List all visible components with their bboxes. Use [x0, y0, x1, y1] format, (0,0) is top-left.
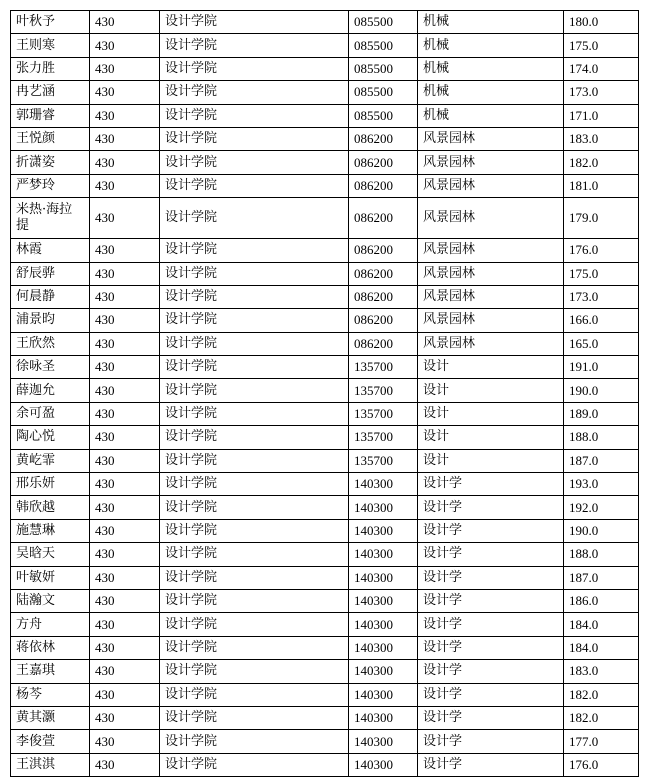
college-cell: 设计学院 — [160, 332, 349, 355]
table-row — [11, 34, 639, 57]
score-cell: 177.0 — [564, 730, 639, 753]
college-cell: 设计学院 — [160, 473, 349, 496]
major-cell: 机械 — [418, 104, 564, 127]
name-cell: 薛迦允 — [11, 379, 90, 402]
table-row — [11, 613, 639, 636]
table-row — [11, 566, 639, 589]
name-cell: 陆瀚文 — [11, 589, 90, 612]
major-code-cell: 140300 — [349, 660, 418, 683]
table-row — [11, 262, 639, 285]
major-code-cell: 140300 — [349, 543, 418, 566]
major-code-cell: 140300 — [349, 566, 418, 589]
unit-code-cell: 430 — [90, 356, 160, 379]
major-cell: 设计学 — [418, 660, 564, 683]
name-cell: 郭珊睿 — [11, 104, 90, 127]
table-row — [11, 683, 639, 706]
major-code-cell: 140300 — [349, 636, 418, 659]
college-cell: 设计学院 — [160, 309, 349, 332]
major-cell: 设计学 — [418, 543, 564, 566]
college-cell: 设计学院 — [160, 496, 349, 519]
table-body — [11, 11, 639, 777]
major-cell: 机械 — [418, 57, 564, 80]
table-row — [11, 332, 639, 355]
table-row — [11, 151, 639, 174]
unit-code-cell: 430 — [90, 753, 160, 776]
major-cell: 设计学 — [418, 496, 564, 519]
name-cell: 严梦玲 — [11, 174, 90, 197]
name-cell: 蒋依林 — [11, 636, 90, 659]
unit-code-cell: 430 — [90, 262, 160, 285]
score-cell: 182.0 — [564, 683, 639, 706]
major-cell: 设计 — [418, 402, 564, 425]
table-row — [11, 379, 639, 402]
unit-code-cell: 430 — [90, 332, 160, 355]
table-row — [11, 636, 639, 659]
admission-table — [10, 10, 639, 777]
major-code-cell: 140300 — [349, 753, 418, 776]
table-row — [11, 589, 639, 612]
major-cell: 设计 — [418, 449, 564, 472]
unit-code-cell: 430 — [90, 57, 160, 80]
score-cell: 188.0 — [564, 543, 639, 566]
score-cell: 165.0 — [564, 332, 639, 355]
table-row — [11, 706, 639, 729]
unit-code-cell: 430 — [90, 660, 160, 683]
college-cell: 设计学院 — [160, 683, 349, 706]
score-cell: 186.0 — [564, 589, 639, 612]
score-cell: 189.0 — [564, 402, 639, 425]
table-row — [11, 239, 639, 262]
unit-code-cell: 430 — [90, 402, 160, 425]
score-cell: 180.0 — [564, 11, 639, 34]
unit-code-cell: 430 — [90, 81, 160, 104]
table-row — [11, 11, 639, 34]
college-cell: 设计学院 — [160, 11, 349, 34]
table-row — [11, 543, 639, 566]
table-row — [11, 496, 639, 519]
major-cell: 机械 — [418, 34, 564, 57]
score-cell: 173.0 — [564, 285, 639, 308]
unit-code-cell: 430 — [90, 11, 160, 34]
score-cell: 193.0 — [564, 473, 639, 496]
unit-code-cell: 430 — [90, 309, 160, 332]
major-code-cell: 086200 — [349, 285, 418, 308]
name-cell: 王淇淇 — [11, 753, 90, 776]
score-cell: 174.0 — [564, 57, 639, 80]
college-cell: 设计学院 — [160, 34, 349, 57]
score-cell: 176.0 — [564, 239, 639, 262]
name-cell: 杨芩 — [11, 683, 90, 706]
major-code-cell: 086200 — [349, 309, 418, 332]
major-cell: 风景园林 — [418, 262, 564, 285]
table-row — [11, 402, 639, 425]
major-cell: 机械 — [418, 11, 564, 34]
unit-code-cell: 430 — [90, 174, 160, 197]
name-cell: 方舟 — [11, 613, 90, 636]
college-cell: 设计学院 — [160, 285, 349, 308]
score-cell: 192.0 — [564, 496, 639, 519]
unit-code-cell: 430 — [90, 473, 160, 496]
name-cell: 陶心悦 — [11, 426, 90, 449]
name-cell: 林霞 — [11, 239, 90, 262]
major-code-cell: 140300 — [349, 683, 418, 706]
table-row — [11, 730, 639, 753]
score-cell: 166.0 — [564, 309, 639, 332]
table-row — [11, 356, 639, 379]
major-code-cell: 085500 — [349, 81, 418, 104]
score-cell: 188.0 — [564, 426, 639, 449]
college-cell: 设计学院 — [160, 589, 349, 612]
score-cell: 175.0 — [564, 34, 639, 57]
major-code-cell: 140300 — [349, 519, 418, 542]
college-cell: 设计学院 — [160, 174, 349, 197]
major-code-cell: 085500 — [349, 104, 418, 127]
major-code-cell: 140300 — [349, 706, 418, 729]
major-code-cell: 085500 — [349, 11, 418, 34]
table-row — [11, 285, 639, 308]
name-cell: 折潇姿 — [11, 151, 90, 174]
unit-code-cell: 430 — [90, 104, 160, 127]
college-cell: 设计学院 — [160, 449, 349, 472]
table-row — [11, 660, 639, 683]
table-row — [11, 81, 639, 104]
college-cell: 设计学院 — [160, 613, 349, 636]
unit-code-cell: 430 — [90, 426, 160, 449]
unit-code-cell: 430 — [90, 198, 160, 239]
major-code-cell: 140300 — [349, 473, 418, 496]
college-cell: 设计学院 — [160, 262, 349, 285]
table-row — [11, 473, 639, 496]
score-cell: 187.0 — [564, 566, 639, 589]
score-cell: 182.0 — [564, 151, 639, 174]
score-cell: 175.0 — [564, 262, 639, 285]
major-cell: 设计 — [418, 426, 564, 449]
college-cell: 设计学院 — [160, 426, 349, 449]
college-cell: 设计学院 — [160, 730, 349, 753]
table-row — [11, 309, 639, 332]
college-cell: 设计学院 — [160, 198, 349, 239]
unit-code-cell: 430 — [90, 379, 160, 402]
score-cell: 176.0 — [564, 753, 639, 776]
unit-code-cell: 430 — [90, 151, 160, 174]
major-code-cell: 086200 — [349, 174, 418, 197]
score-cell: 190.0 — [564, 519, 639, 542]
unit-code-cell: 430 — [90, 543, 160, 566]
score-cell: 191.0 — [564, 356, 639, 379]
major-cell: 风景园林 — [418, 285, 564, 308]
major-code-cell: 085500 — [349, 57, 418, 80]
major-cell: 风景园林 — [418, 198, 564, 239]
unit-code-cell: 430 — [90, 706, 160, 729]
unit-code-cell: 430 — [90, 613, 160, 636]
score-cell: 183.0 — [564, 660, 639, 683]
college-cell: 设计学院 — [160, 356, 349, 379]
major-cell: 风景园林 — [418, 151, 564, 174]
major-code-cell: 135700 — [349, 402, 418, 425]
score-cell: 173.0 — [564, 81, 639, 104]
major-code-cell: 140300 — [349, 496, 418, 519]
name-cell: 米热·海拉提 — [11, 198, 90, 239]
major-cell: 设计学 — [418, 589, 564, 612]
college-cell: 设计学院 — [160, 81, 349, 104]
major-cell: 风景园林 — [418, 309, 564, 332]
unit-code-cell: 430 — [90, 566, 160, 589]
major-cell: 设计学 — [418, 706, 564, 729]
table-row — [11, 127, 639, 150]
table-row — [11, 519, 639, 542]
major-cell: 设计学 — [418, 519, 564, 542]
major-code-cell: 135700 — [349, 449, 418, 472]
name-cell: 施慧琳 — [11, 519, 90, 542]
major-code-cell: 140300 — [349, 730, 418, 753]
unit-code-cell: 430 — [90, 127, 160, 150]
score-cell: 182.0 — [564, 706, 639, 729]
college-cell: 设计学院 — [160, 566, 349, 589]
college-cell: 设计学院 — [160, 151, 349, 174]
name-cell: 冉艺涵 — [11, 81, 90, 104]
major-cell: 设计学 — [418, 613, 564, 636]
major-cell: 风景园林 — [418, 174, 564, 197]
major-code-cell: 135700 — [349, 379, 418, 402]
score-cell: 171.0 — [564, 104, 639, 127]
name-cell: 何晨静 — [11, 285, 90, 308]
major-cell: 设计学 — [418, 753, 564, 776]
unit-code-cell: 430 — [90, 683, 160, 706]
major-code-cell: 135700 — [349, 356, 418, 379]
major-code-cell: 086200 — [349, 332, 418, 355]
score-cell: 183.0 — [564, 127, 639, 150]
college-cell: 设计学院 — [160, 379, 349, 402]
name-cell: 王嘉琪 — [11, 660, 90, 683]
major-code-cell: 140300 — [349, 613, 418, 636]
score-cell: 190.0 — [564, 379, 639, 402]
unit-code-cell: 430 — [90, 449, 160, 472]
name-cell: 张力胜 — [11, 57, 90, 80]
major-cell: 风景园林 — [418, 127, 564, 150]
unit-code-cell: 430 — [90, 730, 160, 753]
major-cell: 风景园林 — [418, 239, 564, 262]
table-row — [11, 104, 639, 127]
name-cell: 叶秋予 — [11, 11, 90, 34]
major-cell: 设计 — [418, 379, 564, 402]
major-cell: 设计学 — [418, 683, 564, 706]
major-code-cell: 086200 — [349, 127, 418, 150]
major-cell: 设计学 — [418, 566, 564, 589]
unit-code-cell: 430 — [90, 519, 160, 542]
name-cell: 叶敏妍 — [11, 566, 90, 589]
score-cell: 179.0 — [564, 198, 639, 239]
college-cell: 设计学院 — [160, 127, 349, 150]
table-row — [11, 753, 639, 776]
name-cell: 李俊萱 — [11, 730, 90, 753]
name-cell: 黄屹霏 — [11, 449, 90, 472]
table-row — [11, 426, 639, 449]
table-row — [11, 174, 639, 197]
major-cell: 风景园林 — [418, 332, 564, 355]
unit-code-cell: 430 — [90, 34, 160, 57]
major-code-cell: 086200 — [349, 198, 418, 239]
name-cell: 浦景昀 — [11, 309, 90, 332]
score-cell: 181.0 — [564, 174, 639, 197]
name-cell: 余可盈 — [11, 402, 90, 425]
unit-code-cell: 430 — [90, 239, 160, 262]
name-cell: 王则寒 — [11, 34, 90, 57]
name-cell: 王欣然 — [11, 332, 90, 355]
college-cell: 设计学院 — [160, 402, 349, 425]
college-cell: 设计学院 — [160, 57, 349, 80]
college-cell: 设计学院 — [160, 636, 349, 659]
name-cell: 邢乐妍 — [11, 473, 90, 496]
major-cell: 设计 — [418, 356, 564, 379]
unit-code-cell: 430 — [90, 496, 160, 519]
major-code-cell: 135700 — [349, 426, 418, 449]
major-cell: 机械 — [418, 81, 564, 104]
unit-code-cell: 430 — [90, 589, 160, 612]
score-cell: 184.0 — [564, 613, 639, 636]
name-cell: 黄其灏 — [11, 706, 90, 729]
table-row — [11, 57, 639, 80]
table-row — [11, 198, 639, 239]
name-cell: 吴晗天 — [11, 543, 90, 566]
college-cell: 设计学院 — [160, 239, 349, 262]
college-cell: 设计学院 — [160, 753, 349, 776]
major-code-cell: 085500 — [349, 34, 418, 57]
major-code-cell: 140300 — [349, 589, 418, 612]
unit-code-cell: 430 — [90, 285, 160, 308]
name-cell: 舒辰骅 — [11, 262, 90, 285]
score-cell: 184.0 — [564, 636, 639, 659]
college-cell: 设计学院 — [160, 543, 349, 566]
college-cell: 设计学院 — [160, 519, 349, 542]
major-code-cell: 086200 — [349, 262, 418, 285]
score-cell: 187.0 — [564, 449, 639, 472]
name-cell: 王悦颜 — [11, 127, 90, 150]
name-cell: 韩欣越 — [11, 496, 90, 519]
name-cell: 徐咏圣 — [11, 356, 90, 379]
major-cell: 设计学 — [418, 636, 564, 659]
major-code-cell: 086200 — [349, 151, 418, 174]
major-cell: 设计学 — [418, 730, 564, 753]
major-code-cell: 086200 — [349, 239, 418, 262]
unit-code-cell: 430 — [90, 636, 160, 659]
college-cell: 设计学院 — [160, 706, 349, 729]
table-row — [11, 449, 639, 472]
college-cell: 设计学院 — [160, 104, 349, 127]
major-cell: 设计学 — [418, 473, 564, 496]
college-cell: 设计学院 — [160, 660, 349, 683]
